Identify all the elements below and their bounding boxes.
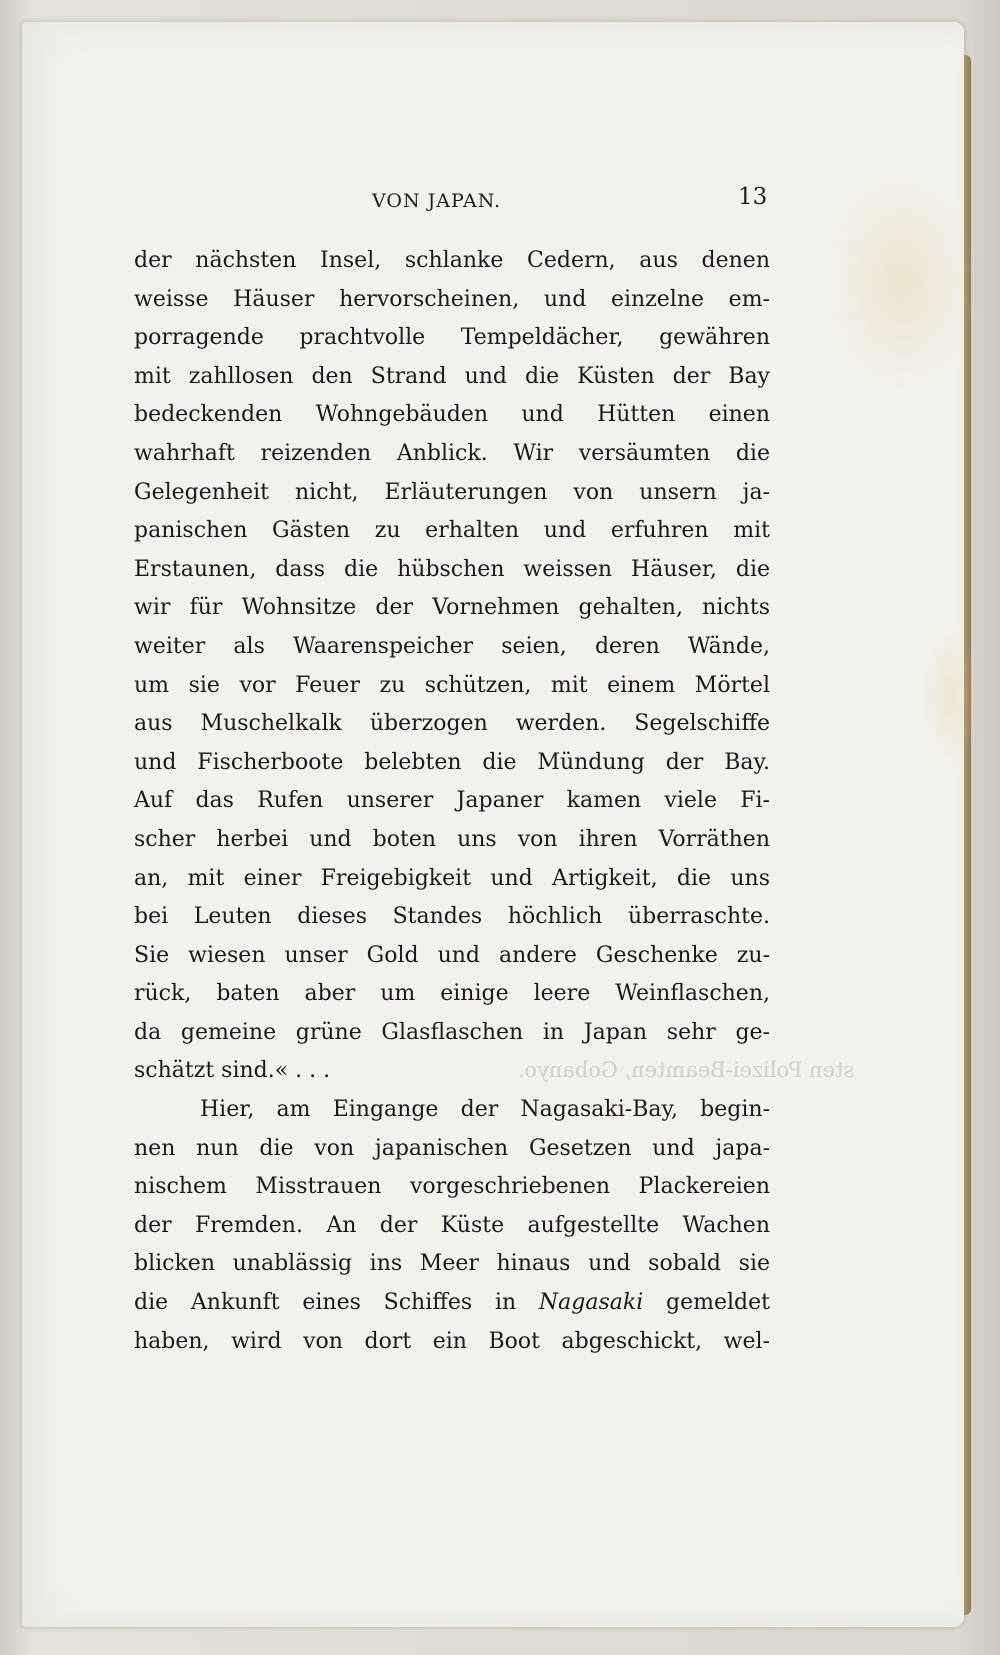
text-line-with-italic — [134, 1284, 770, 1323]
text-line: rück, baten aber um einige leere Weinflaschen, — [134, 981, 770, 1007]
text-line-paragraph-start: Hier, am Eingange der Nagasaki-Bay, begin- — [200, 1097, 770, 1123]
text-line: Erstaunen, dass die hübschen weissen Häuser, die — [134, 556, 770, 582]
text-line: und Fischerboote belebten die Mündung der Bay. — [134, 749, 770, 775]
text-line: Gelegenheit nicht, Erläuterungen von unsern ja- — [134, 479, 770, 505]
text-line: Auf das Rufen unserer Japaner kamen viele Fi- — [134, 788, 770, 814]
text-line: aus Muschelkalk überzogen werden. Segelschiffe — [134, 711, 770, 737]
running-header: VON JAPAN. — [372, 190, 502, 212]
page-number: 13 — [738, 184, 768, 210]
text-line: panischen Gästen zu erhalten und erfuhren mit — [134, 518, 770, 544]
foxing-stain — [922, 622, 982, 772]
text-line: der Fremden. An der Küste aufgestellte Wachen — [134, 1212, 770, 1238]
text-line: mit zahllosen den Strand und die Küsten der Bay — [134, 363, 770, 389]
text-line: nen nun die von japanischen Gesetzen und japa- — [134, 1135, 770, 1161]
text-line: wahrhaft reizenden Anblick. Wir versäumten die — [134, 440, 770, 466]
text-line: weisse Häuser hervorscheinen, und einzelne em- — [134, 286, 770, 312]
text-line: bei Leuten dieses Standes höchlich überraschte. — [134, 904, 770, 930]
text-line: haben, wird von dort ein Boot abgeschickt, wel- — [134, 1328, 770, 1354]
text-line: schätzt sind.« . . . — [134, 1058, 331, 1084]
text-line: porragende prachtvolle Tempeldächer, gewähren — [134, 325, 770, 351]
body-text — [134, 242, 770, 1361]
text-line: nischem Misstrauen vorgeschriebenen Plackereien — [134, 1174, 770, 1200]
text-line: scher herbei und boten uns von ihren Vorräthen — [134, 826, 770, 852]
text-segment: gemeldet — [666, 1290, 770, 1316]
text-line: blicken unablässig ins Meer hinaus und sobald sie — [134, 1251, 770, 1277]
show-through-text: sten Polizei-Beamten, Gobanyo. — [518, 1058, 855, 1082]
text-line: wir für Wohnsitze der Vornehmen gehalten, nichts — [134, 595, 770, 621]
foxing-stain — [822, 172, 982, 392]
text-segment: die Ankunft eines Schiffes in — [134, 1290, 517, 1316]
text-line: weiter als Waarenspeicher seien, deren Wände, — [134, 633, 770, 659]
text-line: bedeckenden Wohngebäuden und Hütten einen — [134, 402, 770, 428]
text-line: Sie wiesen unser Gold und andere Geschenke zu- — [134, 942, 770, 968]
text-line: an, mit einer Freigebigkeit und Artigkeit, die uns — [134, 865, 770, 891]
text-line: da gemeine grüne Glasflaschen in Japan sehr ge- — [134, 1019, 770, 1045]
text-line: um sie vor Feuer zu schützen, mit einem Mörtel — [134, 672, 770, 698]
italic-place-name: Nagasaki — [538, 1290, 644, 1316]
text-line: der nächsten Insel, schlanke Cedern, aus denen — [134, 248, 770, 273]
